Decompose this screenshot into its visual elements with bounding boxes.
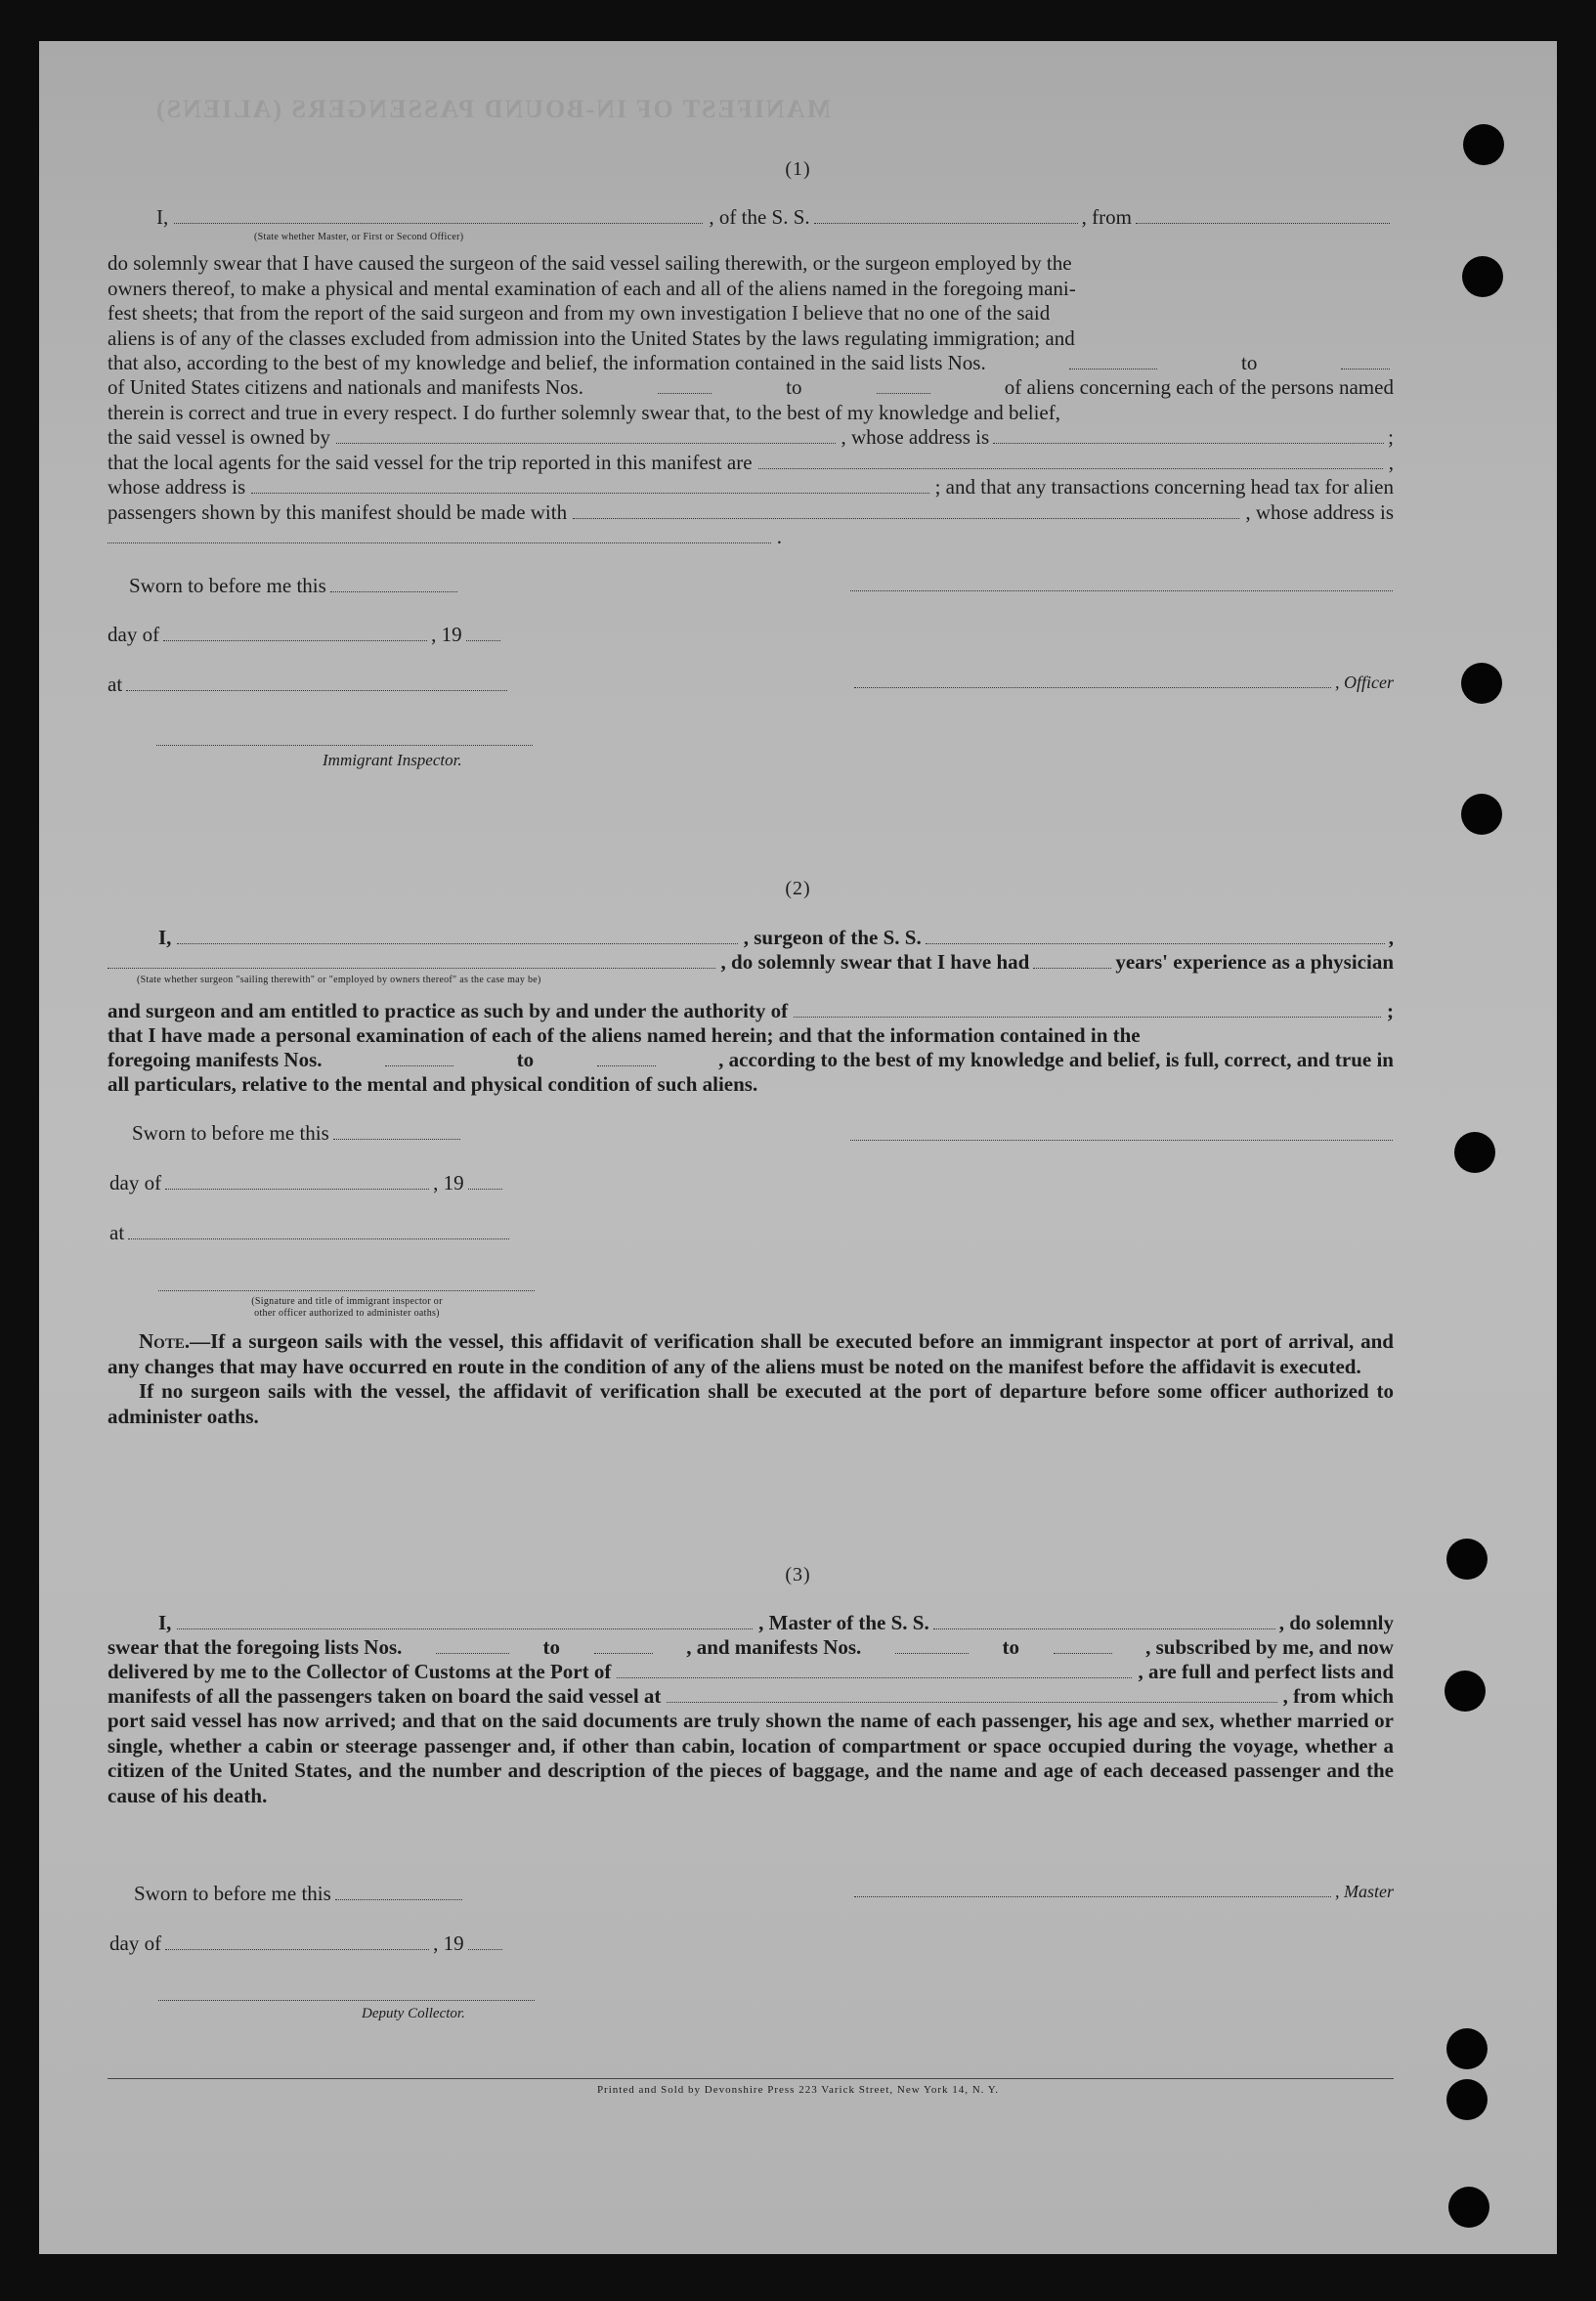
section-2-line-5: foregoing manifests Nos. to , according to the best of my knowledge and belief, is full, correct, and true in xyxy=(108,1048,1394,1071)
punch-hole xyxy=(1445,1671,1486,1712)
officer-signature-field[interactable] xyxy=(854,673,1331,688)
section-1-line-9: that the local agents for the said vessel for the trip reported in this manifest are , xyxy=(108,451,1394,474)
sworn-day-field[interactable] xyxy=(333,1124,460,1140)
punch-hole xyxy=(1462,256,1503,297)
section-1-day-of: day of , 19 xyxy=(108,623,504,647)
section-2-number: (2) xyxy=(785,878,811,899)
lists-to-field[interactable] xyxy=(1341,354,1390,369)
section-1-line-10: whose address is ; and that any transactions concerning head tax for alien xyxy=(108,475,1394,499)
port-of-field[interactable] xyxy=(617,1663,1132,1678)
head-tax-contact-field[interactable] xyxy=(573,503,1239,519)
section-1-line-8: the said vessel is owned by , whose address is ; xyxy=(108,425,1394,449)
section-1-line-12: . xyxy=(108,525,782,550)
punch-hole xyxy=(1461,663,1502,704)
year-field[interactable] xyxy=(468,1934,502,1950)
surgeon-manifest-from-field[interactable] xyxy=(385,1051,453,1066)
immigrant-inspector-label: Immigrant Inspector. xyxy=(323,751,462,769)
punch-hole xyxy=(1448,2187,1489,2228)
section-1-line-7: therein is correct and true in every respect. I do further solemnly swear that, to the best of my knowledge and belief, xyxy=(108,401,1060,424)
section-1-number: (1) xyxy=(785,158,811,180)
section-2-at: at xyxy=(109,1221,513,1245)
section-3-body: port said vessel has now arrived; and that on the said documents are truly shown the name of each passenger, his age and sex, whether married or single, whether a cabin or steerage passenger and, if other than cabin, location of compartment or space occupied during the voyage, whether a citizen of the United States, and the number and description of the pieces of baggage, and the name and age of each deceased passenger and the cause of his death. xyxy=(108,1709,1394,1807)
month-field[interactable] xyxy=(163,626,427,641)
authority-field[interactable] xyxy=(794,1002,1381,1018)
master-lists-to-field[interactable] xyxy=(594,1638,653,1654)
surgeon-status-field[interactable] xyxy=(108,953,715,969)
master-manifests-to-field[interactable] xyxy=(1054,1638,1112,1654)
section-2-hint: (State whether surgeon "sailing therewith" or "employed by owners thereof" as the case may be) xyxy=(137,975,541,985)
boarding-port-field[interactable] xyxy=(667,1687,1276,1703)
section-1-signature-line[interactable] xyxy=(850,590,1393,591)
deputy-collector-label: Deputy Collector. xyxy=(362,2006,465,2021)
master-manifests-from-field[interactable] xyxy=(895,1638,969,1654)
departure-port-field[interactable] xyxy=(1136,208,1390,224)
officer-rank-field[interactable] xyxy=(174,208,703,224)
surgeon-note: Note.—If a surgeon sails with the vessel, this affidavit of verification shall be executed before an immigrant inspector at port of arrival, and any changes that may have occurred en route in the condition of any of the aliens must be noted on the manifest before the affidavit is executed. If no surgeon sails with the vessel, the affidavit of verification shall be executed at the port of departure before some officer authorized to administer oaths. xyxy=(108,1329,1394,1428)
section-2-line-4: that I have made a personal examination of each of the aliens named herein; and that the information contained in the xyxy=(108,1023,1141,1047)
section-2-line-6: all particulars, relative to the mental and physical condition of such aliens. xyxy=(108,1072,758,1096)
footer-rule xyxy=(108,2078,1394,2079)
section-3-sworn: Sworn to before me this xyxy=(134,1882,466,1906)
manifests-to-field[interactable] xyxy=(877,378,930,394)
lists-from-field[interactable] xyxy=(1069,354,1157,369)
section-3-line-3: delivered by me to the Collector of Customs at the Port of , are full and perfect lists and xyxy=(108,1660,1394,1683)
local-agents-field[interactable] xyxy=(758,454,1383,469)
section-1-sworn: Sworn to before me this xyxy=(129,574,461,598)
master-ship-field[interactable] xyxy=(933,1614,1275,1629)
section-2-line-2: , do solemnly swear that I have had years' experience as a physician xyxy=(108,950,1394,976)
master-signature-field[interactable] xyxy=(854,1882,1331,1897)
section-2-day-of: day of , 19 xyxy=(109,1171,506,1195)
sworn-day-field[interactable] xyxy=(335,1885,462,1900)
section-2-sworn: Sworn to before me this xyxy=(132,1121,464,1146)
section-1-officer: , Officer xyxy=(850,673,1394,693)
section-3-line-2: swear that the foregoing lists Nos. to , and manifests Nos. to , subscribed by me, and now xyxy=(108,1635,1394,1659)
section-3-number: (3) xyxy=(785,1564,811,1585)
month-field[interactable] xyxy=(165,1934,429,1950)
section-3-line-1: I, , Master of the S. S. , do solemnly xyxy=(158,1611,1394,1634)
years-experience-field[interactable] xyxy=(1033,953,1111,969)
surgeon-manifest-to-field[interactable] xyxy=(597,1051,656,1066)
section-1-line-11: passengers shown by this manifest should be made with , whose address is xyxy=(108,500,1394,524)
section-1-at: at xyxy=(108,673,511,697)
section-3-day-of: day of , 19 xyxy=(109,1932,506,1956)
surgeon-ship-field[interactable] xyxy=(926,929,1385,944)
punch-hole xyxy=(1454,1132,1495,1173)
surgeon-name-field[interactable] xyxy=(177,929,737,944)
section-2-signature-line[interactable] xyxy=(850,1140,1393,1141)
form-page xyxy=(39,41,1557,2254)
section-2-line-1: I, , surgeon of the S. S. , xyxy=(158,926,1394,949)
section-3-master: , Master xyxy=(850,1882,1394,1902)
agents-address-field[interactable] xyxy=(251,478,928,494)
month-field[interactable] xyxy=(165,1174,429,1190)
punch-hole xyxy=(1461,794,1502,835)
sworn-day-field[interactable] xyxy=(330,577,457,592)
section-1-hint: (State whether Master, or First or Second Officer) xyxy=(254,232,464,242)
section-2-line-3: and surgeon and am entitled to practice as such by and under the authority of ; xyxy=(108,999,1394,1022)
place-field[interactable] xyxy=(128,1224,509,1239)
head-tax-address-field[interactable] xyxy=(108,528,771,543)
place-field[interactable] xyxy=(126,675,507,691)
manifests-from-field[interactable] xyxy=(658,378,712,394)
printer-imprint: Printed and Sold by Devonshire Press 223 Varick Street, New York 14, N. Y. xyxy=(596,2084,1000,2096)
section-2-signature-caption: (Signature and title of immigrant inspector or other officer authorized to administer oaths) xyxy=(251,1296,443,1319)
section-1-line-5: that also, according to the best of my knowledge and belief, the information contained in the said lists Nos. to xyxy=(108,351,1394,376)
master-name-field[interactable] xyxy=(177,1614,753,1629)
master-lists-from-field[interactable] xyxy=(436,1638,509,1654)
owner-field[interactable] xyxy=(336,428,835,444)
section-1-line-6: of United States citizens and nationals and manifests Nos. to of aliens concerning each of the persons named xyxy=(108,375,1394,399)
section-1-line-1: I, , of the S. S. , from xyxy=(156,205,1394,231)
note-label: Note. xyxy=(139,1329,191,1353)
ship-name-field[interactable] xyxy=(814,208,1078,224)
year-field[interactable] xyxy=(468,1174,502,1190)
inspector-signature-line[interactable] xyxy=(156,745,533,746)
officer-oath-signature-line[interactable] xyxy=(158,1290,535,1291)
deputy-collector-signature-line[interactable] xyxy=(158,2000,535,2001)
punch-hole xyxy=(1446,2028,1488,2069)
bleed-through-header: MANIFEST OF IN-BOUND PASSENGERS (ALIENS) xyxy=(153,95,831,123)
owner-address-field[interactable] xyxy=(993,428,1384,444)
year-field[interactable] xyxy=(466,626,500,641)
section-3-line-4: manifests of all the passengers taken on board the said vessel at , from which xyxy=(108,1684,1394,1708)
section-1-body: do solemnly swear that I have caused the surgeon of the said vessel sailing therewith, or the surgeon employed by the owners thereof, to make a physical and mental examination of each and all of the aliens named in the foregoing mani- fest sheets; that from the report of the said surgeon and from my own investigation I believe that no one of the said aliens is of any of the classes excluded from admission into the United States by the laws regulating immigration; and xyxy=(108,251,1076,350)
